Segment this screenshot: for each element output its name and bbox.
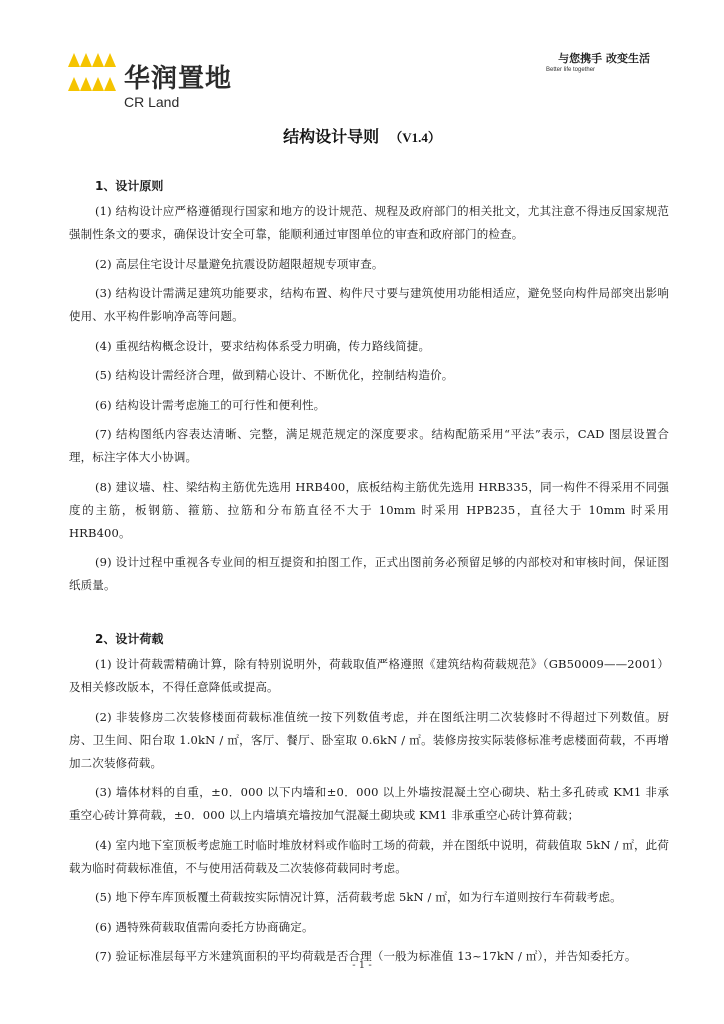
logo-english-name: CR Land [124, 94, 180, 110]
section-design-principles [69, 178, 669, 597]
section-heading: 1、设计原则 [95, 179, 164, 193]
paragraph: (9) 设计过程中重视各专业间的相互提资和拍图工作，正式出图前务必预留足够的内部校对和审核时间，保证图纸质量。 [69, 555, 669, 592]
paragraph: (3) 结构设计需满足建筑功能要求，结构布置、构件尺寸要与建筑使用功能相适应，避免竖向构件局部突出影响使用、水平构件影响净高等问题。 [69, 286, 669, 323]
paragraph: (6) 遇特殊荷载取值需向委托方协商确定。 [95, 919, 314, 934]
paragraph: (7) 验证标准层每平方米建筑面积的平均荷载是否合理（一般为标准值 13~17kN / ㎡），并告知委托方。 [95, 949, 637, 963]
paragraph: (2) 非装修房二次装修楼面荷载标准值统一按下列数值考虑，并在图纸注明二次装修时不得超过下列数值。厨房、卫生间、阳台取 1.0kN / ㎡，客厅、餐厅、卧室取 0.6kN / ㎡。装修房按实际装修标准考虑楼面荷载，不再增加二次装修荷载。 [69, 709, 669, 770]
paragraph: (5) 地下停车库顶板覆土荷载按实际情况计算，活荷载考虑 5kN / ㎡，如为行车道则按行车荷载考虑。 [95, 890, 622, 904]
paragraph: (3) 墙体材料的自重，±0．000 以下内墙和±0．000 以上外墙按混凝土空心砌块、粘土多孔砖或 KM1 非承重空心砖计算荷载，±0．000 以上内墙填充墙按加气混凝土砌块或 KM1 非承重空心砖计算荷载； [69, 785, 669, 822]
paragraph: (4) 室内地下室顶板考虑施工时临时堆放材料或作临时工场的荷载，并在图纸中说明，荷载值取 5kN / ㎡，此荷载为临时荷载标准值，不与使用活荷载及二次装修荷载同时考虑。 [69, 837, 669, 875]
paragraph: (2) 高层住宅设计尽量避免抗震设防超限超规专项审查。 [95, 256, 384, 271]
cr-land-logo-icon [68, 51, 116, 93]
slogan-chinese: 与您携手 改变生活 [558, 52, 650, 65]
section-heading: 2、设计荷载 [95, 632, 164, 646]
version-label: （V1.4） [389, 130, 441, 145]
section-design-loads [69, 631, 669, 968]
paragraph: (1) 设计荷载需精确计算，除有特别说明外，荷载取值严格遵照《建筑结构荷载规范》（GB50009——2001）及相关修改版本，不得任意降低或提高。 [69, 657, 669, 694]
logo-chinese-name: 华润置地 [124, 64, 233, 94]
document-body [69, 178, 669, 975]
paragraph: (8) 建议墙、柱、梁结构主筋优先选用 HRB400，底板结构主筋优先选用 HRB335，同一构件不得采用不同强度的主筋，板钢筋、箍筋、拉筋和分布筋直径不大于 10mm 时采用 HPB235，直径大于 10mm 时采用 HRB400。 [69, 479, 669, 540]
paragraph: (5) 结构设计需经济合理，做到精心设计、不断优化，控制结构造价。 [95, 368, 454, 382]
page-number: - 1 - [352, 960, 372, 971]
paragraph: (6) 结构设计需考虑施工的可行性和便利性。 [95, 397, 326, 412]
page-header [0, 0, 724, 120]
document-title [0, 124, 724, 147]
title-text: 结构设计导则 [283, 127, 380, 146]
paragraph: (7) 结构图纸内容表达清晰、完整，满足规范规定的深度要求。结构配筋采用“平法”表示，CAD 图层设置合理，标注字体大小协调。 [69, 427, 669, 464]
paragraph: (4) 重视结构概念设计，要求结构体系受力明确，传力路线简捷。 [95, 338, 431, 353]
paragraph: (1) 结构设计应严格遵循现行国家和地方的设计规范、规程及政府部门的相关批文，尤其注意不得违反国家规范强制性条文的要求，确保设计安全可靠，能顺利通过审图单位的审查和政府部门的检查。 [69, 204, 669, 241]
slogan-english: Better life together [546, 67, 596, 73]
